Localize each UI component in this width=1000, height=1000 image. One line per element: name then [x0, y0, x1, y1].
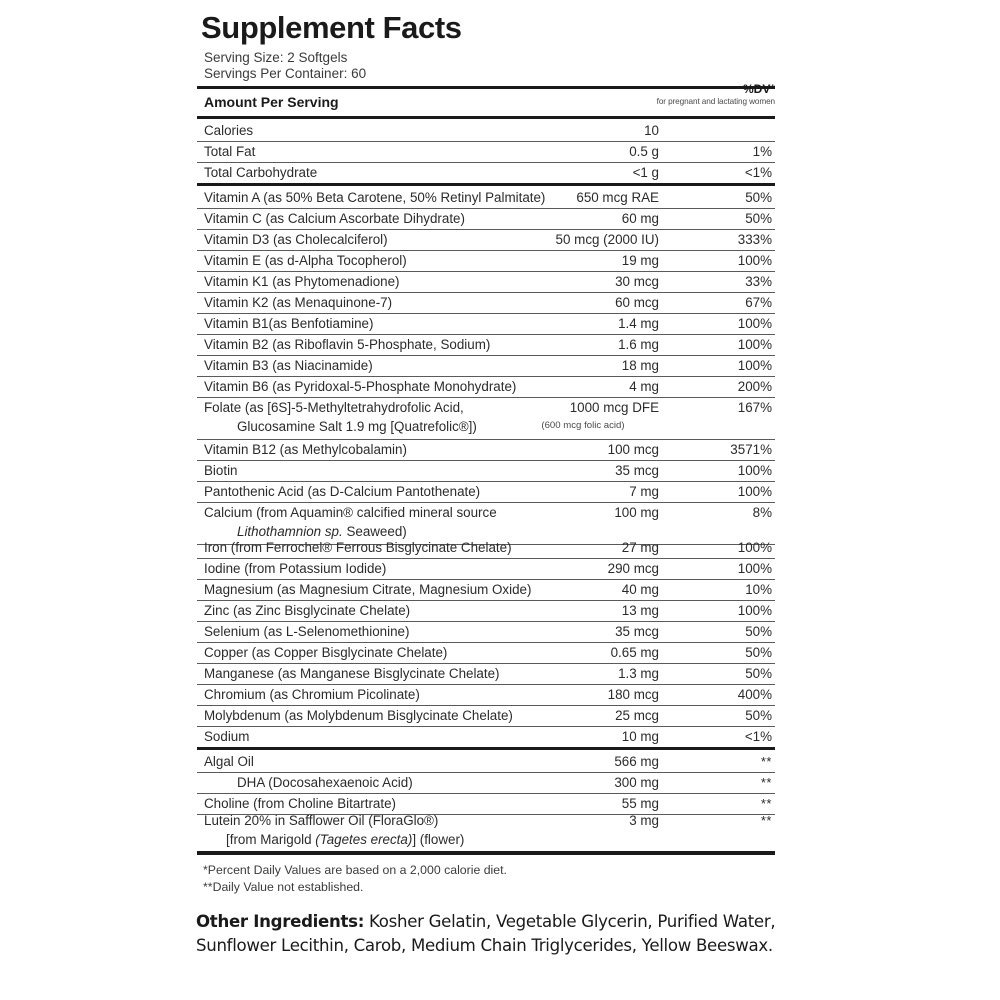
nutrient-amount: 27 mg [621, 540, 659, 555]
table-row [197, 162, 775, 183]
serving-size-text: Serving Size: 2 Softgels [204, 50, 348, 65]
nutrient-name: DHA (Docosahexaenoic Acid) [237, 775, 413, 790]
nutrient-name: Magnesium (as Magnesium Citrate, Magnesium Oxide) [204, 582, 532, 597]
nutrient-dv: 3571% [730, 442, 772, 457]
table-row [197, 705, 775, 726]
folate-folic-acid-note: (600 mcg folic acid) [541, 420, 625, 431]
nutrient-name: Total Fat [204, 144, 256, 159]
nutrient-name-line2: Glucosamine Salt 1.9 mg [Quatrefolic®]) [237, 419, 477, 434]
table-row [197, 355, 775, 376]
nutrient-dv: 100% [737, 253, 772, 268]
nutrient-dv: <1% [744, 729, 772, 744]
nutrient-dv: 50% [745, 624, 772, 639]
table-row [197, 141, 775, 162]
nutrient-name: Total Carbohydrate [204, 165, 318, 180]
calcium-species-italic: Lithothamnion sp. [237, 524, 343, 539]
nutrient-dv: 50% [745, 708, 772, 723]
nutrient-dv: 100% [737, 540, 772, 555]
daily-value-header: %DV* [742, 82, 775, 96]
nutrient-name: Calcium (from Aquamin® calcified mineral source [204, 505, 497, 520]
page-title: Supplement Facts [201, 10, 462, 45]
table-row [197, 334, 775, 355]
nutrient-dv: 100% [737, 358, 772, 373]
table-row [197, 663, 775, 684]
table-row [197, 600, 775, 621]
nutrient-dv: 100% [737, 463, 772, 478]
nutrient-amount: 10 [644, 123, 659, 138]
nutrient-name: Vitamin C (as Calcium Ascorbate Dihydrate) [204, 211, 465, 226]
table-row [197, 460, 775, 481]
table-row [197, 120, 775, 141]
table-row [197, 537, 775, 558]
nutrient-name: Iron (from Ferrochel® Ferrous Bisglycinate Chelate) [204, 540, 512, 555]
nutrient-amount: 4 mg [629, 379, 659, 394]
nutrient-dv: <1% [744, 165, 772, 180]
table-row-folate [197, 397, 775, 439]
nutrient-dv: ** [760, 775, 772, 790]
nutrient-dv: ** [760, 796, 772, 811]
table-row [197, 208, 775, 229]
nutrient-name: Iodine (from Potassium Iodide) [204, 561, 387, 576]
nutrient-amount: 566 mg [614, 754, 659, 769]
calcium-species-rest: Seaweed) [342, 524, 407, 539]
nutrient-amount: 25 mcg [615, 708, 659, 723]
nutrient-amount: 100 mcg [607, 442, 659, 457]
nutrient-dv: 100% [737, 484, 772, 499]
nutrient-name: Biotin [204, 463, 238, 478]
footnote-percent-daily-value: *Percent Daily Values are based on a 2,000 calorie diet. [203, 863, 507, 877]
nutrient-amount: 35 mcg [615, 624, 659, 639]
nutrient-name: Vitamin B6 (as Pyridoxal-5-Phosphate Monohydrate) [204, 379, 517, 394]
nutrient-dv: ** [760, 754, 772, 769]
nutrient-dv: 200% [737, 379, 772, 394]
nutrient-name: Copper (as Copper Bisglycinate Chelate) [204, 645, 448, 660]
table-row [197, 558, 775, 579]
nutrient-amount: 40 mg [621, 582, 659, 597]
nutrient-amount: 650 mcg RAE [576, 190, 659, 205]
nutrient-dv: 100% [737, 561, 772, 576]
footnote-daily-value-not-established: **Daily Value not established. [203, 880, 364, 894]
nutrient-amount: 1000 mcg DFE [569, 400, 659, 415]
nutrient-name: Folate (as [6S]-5-Methyltetrahydrofolic Acid, [204, 400, 464, 415]
other-ingredients-heading: Other Ingredients: [196, 912, 365, 931]
nutrient-name: Zinc (as Zinc Bisglycinate Chelate) [204, 603, 411, 618]
nutrient-amount: 50 mcg (2000 IU) [555, 232, 659, 247]
nutrient-dv: 1% [752, 144, 772, 159]
table-row-lutein [197, 810, 775, 852]
nutrient-amount: 180 mcg [607, 687, 659, 702]
nutrient-name: Sodium [204, 729, 250, 744]
nutrient-name: Vitamin B3 (as Niacinamide) [204, 358, 373, 373]
nutrient-dv: 8% [752, 505, 772, 520]
nutrient-amount: 60 mcg [615, 295, 659, 310]
nutrient-dv: ** [760, 813, 772, 828]
nutrient-dv: 10% [745, 582, 772, 597]
nutrient-name: Vitamin E (as d-Alpha Tocopherol) [204, 253, 407, 268]
nutrient-dv: 100% [737, 603, 772, 618]
nutrient-dv: 50% [745, 666, 772, 681]
table-row [197, 751, 775, 772]
nutrient-amount: 0.5 g [629, 144, 659, 159]
nutrient-dv: 400% [737, 687, 772, 702]
nutrient-amount: 0.65 mg [610, 645, 659, 660]
nutrient-amount: <1 g [632, 165, 659, 180]
nutrient-amount: 7 mg [629, 484, 659, 499]
nutrient-name: Lutein 20% in Safflower Oil (FloraGlo®) [204, 813, 439, 828]
table-row [197, 726, 775, 747]
other-ingredients-body: Kosher Gelatin, Vegetable Glycerin, Purified Water, Sunflower Lecithin, Carob, Medium Chain Triglycerides, Yellow Beeswax. [196, 912, 776, 955]
nutrient-name: Algal Oil [204, 754, 254, 769]
lutein-source-pre: [from Marigold [226, 832, 316, 847]
nutrient-name: Pantothenic Acid (as D-Calcium Pantothenate) [204, 484, 481, 499]
nutrient-dv: 100% [737, 316, 772, 331]
daily-value-subheader: for pregnant and lactating women [656, 97, 775, 106]
nutrient-amount: 1.4 mg [618, 316, 659, 331]
nutrient-amount: 3 mg [629, 813, 659, 828]
nutrient-name: Vitamin D3 (as Cholecalciferol) [204, 232, 388, 247]
table-row [197, 187, 775, 208]
nutrient-name: Molybdenum (as Molybdenum Bisglycinate Chelate) [204, 708, 513, 723]
nutrient-name: Vitamin B12 (as Methylcobalamin) [204, 442, 407, 457]
rule-before-vitamins [197, 183, 775, 186]
nutrient-dv: 100% [737, 337, 772, 352]
table-row [197, 229, 775, 250]
nutrient-name-line2 [226, 831, 464, 848]
table-row [197, 439, 775, 460]
nutrient-name: Vitamin K2 (as Menaquinone-7) [204, 295, 393, 310]
table-row [197, 642, 775, 663]
nutrient-amount: 1.3 mg [618, 666, 659, 681]
nutrient-amount: 18 mg [621, 358, 659, 373]
nutrient-name: Choline (from Choline Bitartrate) [204, 796, 397, 811]
rule-below-amount-per-serving [197, 116, 775, 119]
nutrient-amount: 19 mg [621, 253, 659, 268]
nutrient-amount: 100 mg [614, 505, 659, 520]
nutrient-dv: 333% [737, 232, 772, 247]
rule-table-bottom [197, 851, 775, 855]
table-row [197, 250, 775, 271]
nutrient-name: Vitamin B2 (as Riboflavin 5-Phosphate, Sodium) [204, 337, 491, 352]
nutrient-amount: 10 mg [621, 729, 659, 744]
nutrient-name: Vitamin B1(as Benfotiamine) [204, 316, 374, 331]
nutrient-amount: 13 mg [621, 603, 659, 618]
table-row [197, 271, 775, 292]
lutein-species-italic: (Tagetes erecta) [315, 832, 413, 847]
nutrient-dv: 67% [745, 295, 772, 310]
nutrient-name: Manganese (as Manganese Bisglycinate Chelate) [204, 666, 500, 681]
nutrient-dv: 50% [745, 190, 772, 205]
nutrient-amount: 35 mcg [615, 463, 659, 478]
table-row [197, 772, 775, 793]
nutrient-name: Selenium (as L-Selenomethionine) [204, 624, 410, 639]
table-row [197, 313, 775, 334]
nutrient-name: Vitamin A (as 50% Beta Carotene, 50% Retinyl Palmitate) [204, 190, 546, 205]
lutein-source-post: ] (flower) [412, 832, 465, 847]
nutrient-dv: 50% [745, 211, 772, 226]
nutrient-name: Calories [204, 123, 254, 138]
rule-before-oils [197, 747, 775, 750]
table-row [197, 684, 775, 705]
nutrient-dv: 50% [745, 645, 772, 660]
nutrient-name: Chromium (as Chromium Picolinate) [204, 687, 420, 702]
nutrient-dv: 167% [737, 400, 772, 415]
table-row [197, 621, 775, 642]
nutrient-amount: 300 mg [614, 775, 659, 790]
nutrient-amount: 55 mg [621, 796, 659, 811]
nutrient-amount: 290 mcg [607, 561, 659, 576]
servings-per-container-text: Servings Per Container: 60 [204, 66, 367, 81]
rule-above-amount-per-serving [197, 86, 775, 89]
table-row [197, 292, 775, 313]
nutrient-amount: 60 mg [621, 211, 659, 226]
other-ingredients-block [196, 910, 821, 958]
amount-per-serving-header: Amount Per Serving [204, 94, 339, 110]
nutrient-dv: 33% [745, 274, 772, 289]
nutrient-name: Vitamin K1 (as Phytomenadione) [204, 274, 400, 289]
nutrient-amount: 30 mcg [615, 274, 659, 289]
table-row [197, 376, 775, 397]
nutrient-amount: 1.6 mg [618, 337, 659, 352]
table-row [197, 579, 775, 600]
table-row [197, 481, 775, 502]
